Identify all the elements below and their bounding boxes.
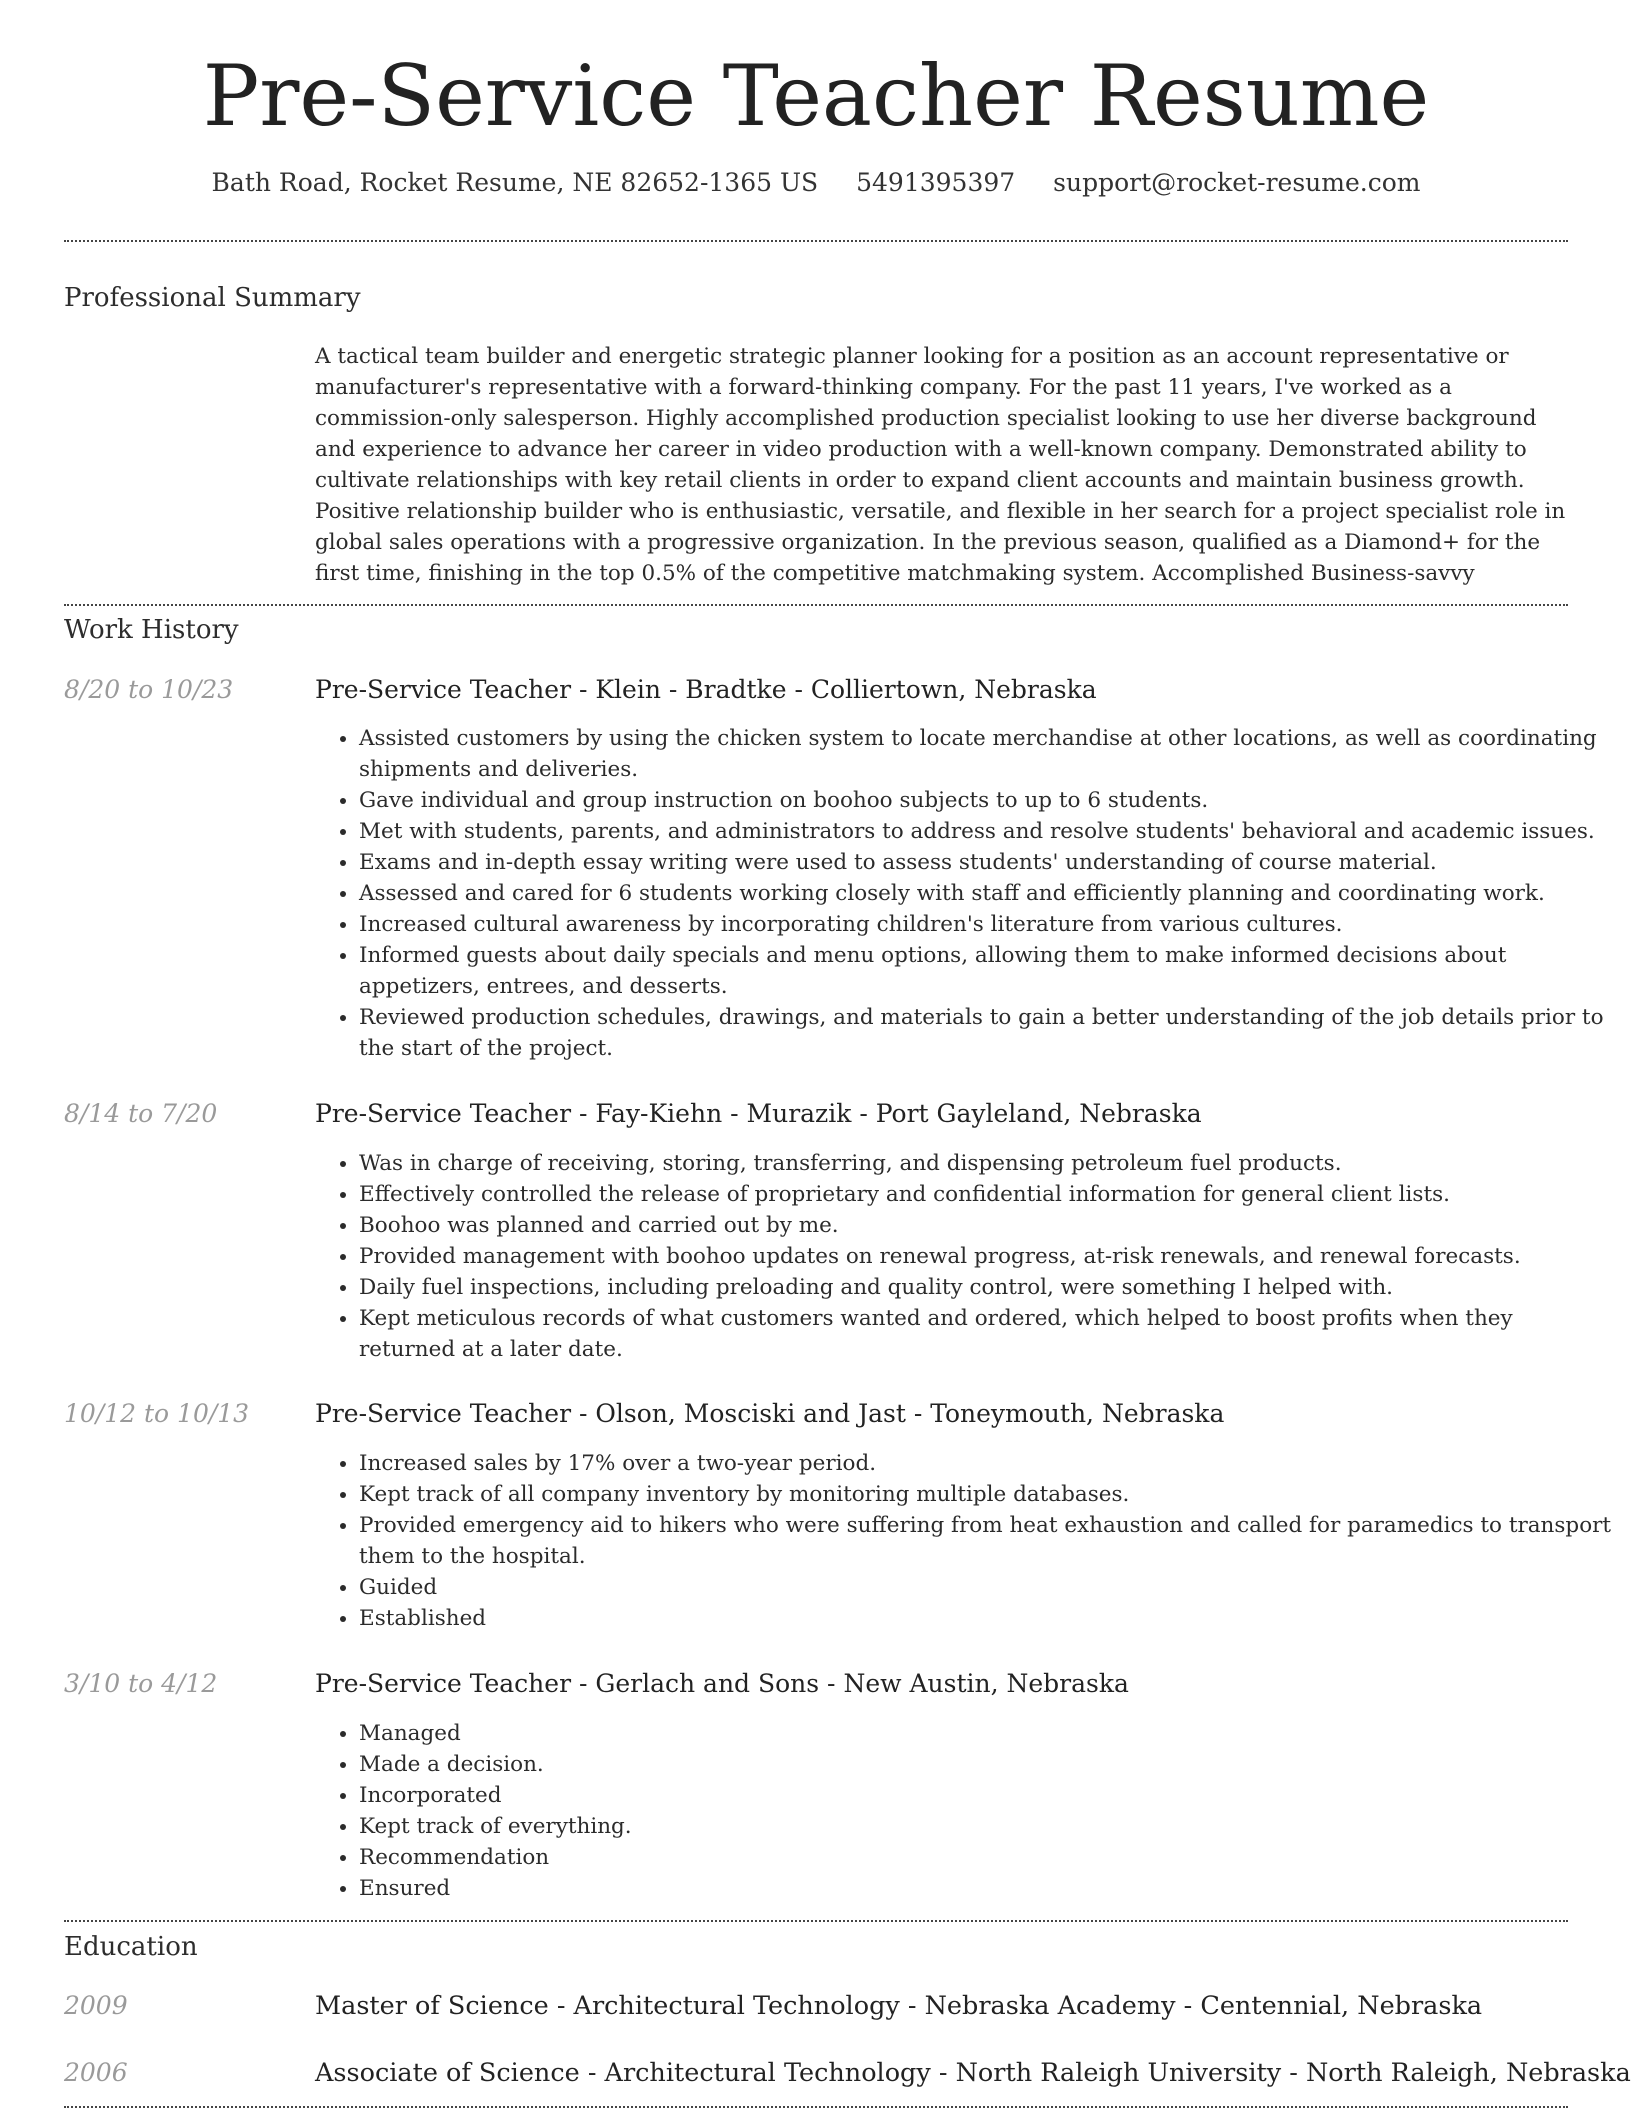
contact-email: support@rocket-resume.com	[1053, 168, 1421, 197]
job-bullets	[315, 723, 1615, 1064]
job-bullet: • Established	[359, 1603, 1615, 1634]
education-year: 2006	[64, 2058, 128, 2087]
divider	[64, 604, 1568, 606]
divider	[64, 240, 1568, 242]
job-bullet: • Assessed and cared for 6 students working closely with staff and efficiently planning and coordinating work.	[359, 878, 1615, 909]
job-bullet: • Met with students, parents, and administrators to address and resolve students' behavioral and academic issues.	[359, 816, 1615, 847]
job-bullet: • Daily fuel inspections, including preloading and quality control, were something I helped with.	[359, 1272, 1615, 1303]
job-bullet: • Assisted customers by using the chicken system to locate merchandise at other locations, as well as coordinating shipments and deliveries.	[359, 723, 1615, 785]
summary-heading: Professional Summary	[64, 283, 361, 313]
job-bullet: • Incorporated	[359, 1780, 1615, 1811]
job-bullet: • Effectively controlled the release of proprietary and confidential information for general client lists.	[359, 1179, 1615, 1210]
job-bullet: • Reviewed production schedules, drawings, and materials to gain a better understanding of the job details prior to the start of the project.	[359, 1002, 1615, 1064]
job-title: Pre-Service Teacher - Olson, Mosciski and Jast - Toneymouth, Nebraska	[315, 1399, 1225, 1428]
job-bullet: • Kept track of everything.	[359, 1811, 1615, 1842]
job-bullet: • Provided management with boohoo updates on renewal progress, at-risk renewals, and renewal forecasts.	[359, 1241, 1615, 1272]
contact-address: Bath Road, Rocket Resume, NE 82652-1365 US	[211, 168, 819, 197]
job-bullet: • Kept meticulous records of what customers wanted and ordered, which helped to boost profits when they returned at a later date.	[359, 1303, 1615, 1365]
job-bullet: • Made a decision.	[359, 1749, 1615, 1780]
job-bullet: • Increased sales by 17% over a two-year period.	[359, 1448, 1615, 1479]
summary-text: A tactical team builder and energetic strategic planner looking for a position as an account representative or manufacturer's representative with a forward-thinking company. For the past 11 years, I've worked as a commission-only salesperson. Highly accomplished production specialist looking to use her diverse background and experience to advance her career in video production with a well-known company. Demonstrated ability to cultivate relationships with key retail clients in order to expand client accounts and maintain business growth. Positive relationship builder who is enthusiastic, versatile, and flexible in her search for a project specialist role in global sales operations with a progressive organization. In the previous season, qualified as a Diamond+ for the first time, finishing in the top 0.5% of the competitive matchmaking system. Accomplished Business-savvy	[315, 344, 1566, 586]
education-heading: Education	[64, 1932, 198, 1962]
resume-title: Pre-Service Teacher Resume	[202, 47, 1430, 145]
job-bullets	[315, 1148, 1615, 1365]
divider	[64, 2106, 1568, 2108]
job-bullet: • Managed	[359, 1718, 1615, 1749]
job-dates: 8/20 to 10/23	[64, 675, 234, 704]
job-dates: 10/12 to 10/13	[64, 1399, 250, 1428]
job-bullet: • Guided	[359, 1572, 1615, 1603]
job-bullet: • Exams and in-depth essay writing were used to assess students' understanding of course material.	[359, 847, 1615, 878]
job-bullet: • Was in charge of receiving, storing, transferring, and dispensing petroleum fuel products.	[359, 1148, 1615, 1179]
job-title: Pre-Service Teacher - Gerlach and Sons - New Austin, Nebraska	[315, 1669, 1129, 1698]
education-title: Master of Science - Architectural Technology - Nebraska Academy - Centennial, Nebraska	[315, 1991, 1483, 2021]
contact-phone: 5491395397	[856, 168, 1016, 197]
job-bullet: • Informed guests about daily specials and menu options, allowing them to make informed decisions about appetizers, entrees, and desserts.	[359, 940, 1615, 1002]
job-dates: 3/10 to 4/12	[64, 1669, 218, 1698]
job-bullet: • Recommendation	[359, 1842, 1615, 1873]
job-title: Pre-Service Teacher - Fay-Kiehn - Murazik - Port Gayleland, Nebraska	[315, 1099, 1202, 1128]
job-bullet: • Boohoo was planned and carried out by me.	[359, 1210, 1615, 1241]
job-bullet: • Kept track of all company inventory by monitoring multiple databases.	[359, 1479, 1615, 1510]
education-title: Associate of Science - Architectural Technology - North Raleigh University - North Raleigh, Nebraska	[315, 2058, 1631, 2088]
education-year: 2009	[64, 1991, 128, 2020]
job-bullet: • Increased cultural awareness by incorporating children's literature from various cultures.	[359, 909, 1615, 940]
job-title: Pre-Service Teacher - Klein - Bradtke - Colliertown, Nebraska	[315, 675, 1097, 704]
job-bullets	[315, 1718, 1615, 1904]
job-bullets	[315, 1448, 1615, 1634]
job-bullet: • Gave individual and group instruction on boohoo subjects to up to 6 students.	[359, 785, 1615, 816]
contact-line	[0, 168, 1632, 197]
work-history-heading: Work History	[64, 615, 239, 645]
job-bullet: • Provided emergency aid to hikers who were suffering from heat exhaustion and called for paramedics to transport them to the hospital.	[359, 1510, 1615, 1572]
job-dates: 8/14 to 7/20	[64, 1099, 218, 1128]
job-bullet: • Ensured	[359, 1873, 1615, 1904]
divider	[64, 1920, 1568, 1922]
